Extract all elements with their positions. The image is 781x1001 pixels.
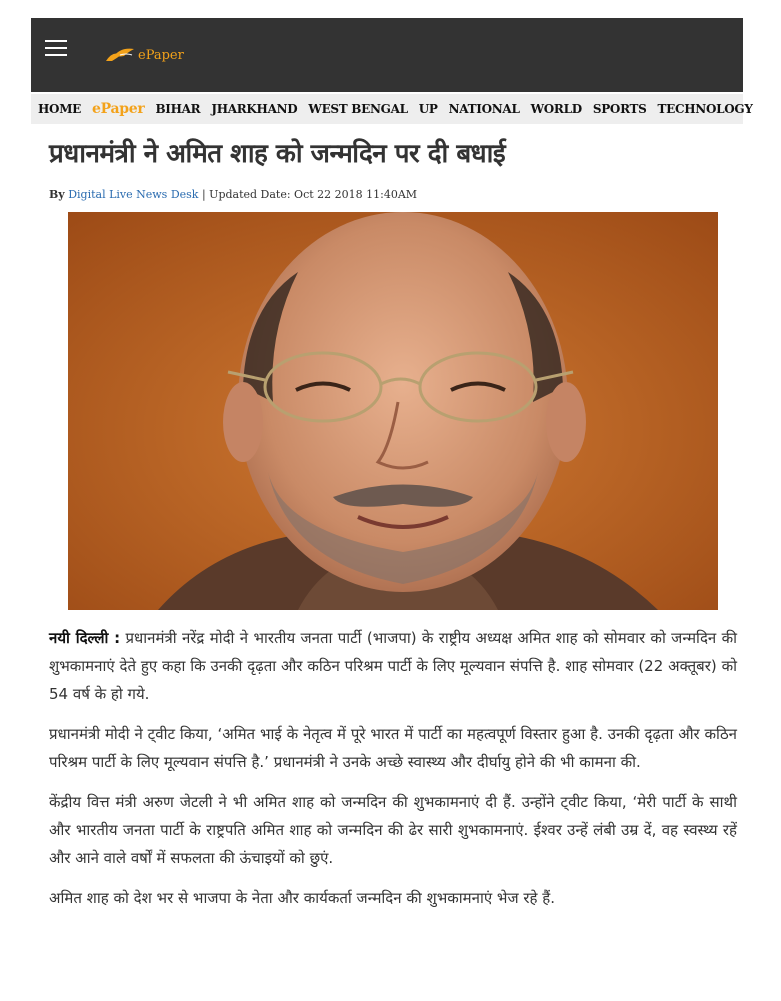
site-logo[interactable] <box>104 44 184 66</box>
paragraph-4: अमित शाह को देश भर से भाजपा के नेता और कार्यकर्ता जन्मदिन की शुभकामनाएं भेज रहे हैं. <box>49 889 555 907</box>
site-header <box>31 18 743 92</box>
logo-text: ePaper <box>138 47 184 63</box>
author-link[interactable]: Digital Live News Desk <box>68 188 199 201</box>
nav-epaper[interactable]: ePaper <box>92 101 145 117</box>
nav-national[interactable]: NATIONAL <box>448 102 520 116</box>
paragraph-2: प्रधानमंत्री मोदी ने ट्वीट किया, ‘अमित भाई के नेतृत्व में पूरे भारत में पार्टी का महत्वपूर्ण विस्तार हुआ है. उनकी दृढ़ता और कठिन परिश्रम पार्टी के लिए मूल्यवान संपत्ति है.’ प्रधानमंत्री ने उनके अच्छे स्वास्थ्य और दीर्घायु होने की भी कामना की. <box>49 725 737 771</box>
nav-up[interactable]: UP <box>418 102 438 116</box>
main-nav <box>31 94 753 124</box>
nav-home[interactable]: HOME <box>38 102 82 116</box>
bird-logo-icon <box>104 46 136 64</box>
hamburger-menu-icon[interactable] <box>45 40 67 56</box>
paragraph-1 <box>49 624 737 708</box>
nav-technology[interactable]: TECHNOLOGY <box>657 102 753 116</box>
nav-sports[interactable]: SPORTS <box>592 102 647 116</box>
dateline: नयी दिल्ली : <box>49 629 121 647</box>
nav-bihar[interactable]: BIHAR <box>155 102 201 116</box>
article-photo <box>68 212 718 610</box>
article-body <box>49 624 737 924</box>
byline-prefix: By <box>49 188 65 201</box>
article-byline <box>49 188 417 201</box>
nav-world[interactable]: WORLD <box>530 102 582 116</box>
nav-jharkhand[interactable]: JHARKHAND <box>211 102 298 116</box>
portrait-illustration <box>68 212 718 610</box>
updated-date: | Updated Date: Oct 22 2018 11:40AM <box>201 188 418 201</box>
paragraph-3: केंद्रीय वित्त मंत्री अरुण जेटली ने भी अमित शाह को जन्मदिन की शुभकामनाएं दी हैं. उन्होंने ट्वीट किया, ‘मेरी पार्टी के साथी और भारतीय जनता पार्टी के राष्ट्रपति अमित शाह को जन्मदिन की ढेर सारी शुभकामनाएं. ईश्वर उन्हें लंबी उम्र दें, वह स्वस्थ्य रहें और आने वाले वर्षों में सफलता की ऊंचाइयों को छुएं. <box>49 793 737 867</box>
article-title: प्रधानमंत्री ने अमित शाह को जन्मदिन पर दी बधाई <box>49 139 506 169</box>
nav-west-bengal[interactable]: WEST BENGAL <box>308 102 408 116</box>
paragraph-1-text: प्रधानमंत्री नरेंद्र मोदी ने भारतीय जनता पार्टी (भाजपा) के राष्ट्रीय अध्यक्ष अमित शाह को सोमवार को जन्मदिन की शुभकामनाएं देते हुए कहा कि उनकी दृढ़ता और कठिन परिश्रम पार्टी के लिए मूल्यवान संपत्ति है. शाह सोमवार (22 अक्तूबर) को 54 वर्ष के हो गये. <box>49 629 737 703</box>
